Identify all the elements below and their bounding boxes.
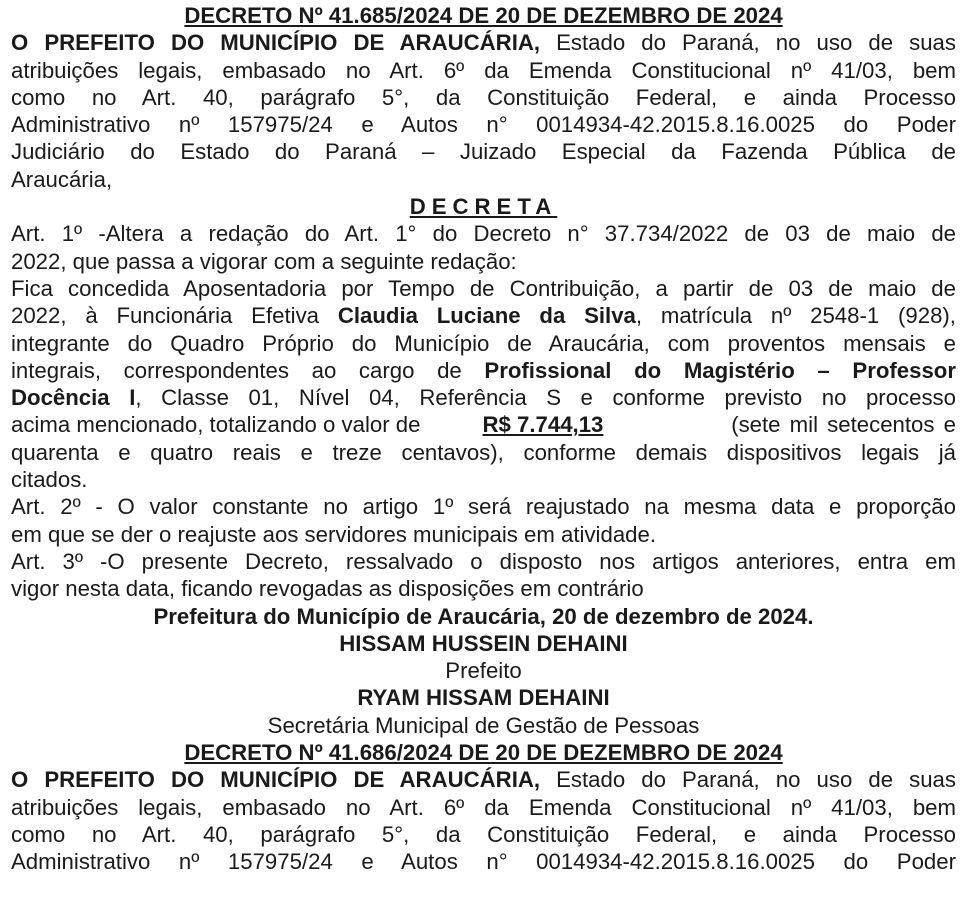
article-1-body-line-7: quarenta e quatro reais e treze centavos), conforme demais dispositivos legais já bbox=[11, 439, 956, 465]
employee-role-continued: Docência I bbox=[11, 385, 136, 411]
article-1-body-line-6 bbox=[11, 411, 956, 438]
decree-2-title: DECRETO Nº 41.686/2024 DE 20 DE DEZEMBRO DE 2024 bbox=[184, 740, 783, 766]
decree-1-preamble-line-2: atribuições legais, embasado no Art. 6º da Emenda Constitucional nº 41/03, bem bbox=[11, 57, 956, 83]
article-1-body-line-5 bbox=[11, 384, 956, 411]
article-1-body-line-3: integrante do Quadro Próprio do Município de Araucária, com proventos mensais e bbox=[11, 330, 956, 356]
article-3-line-1: Art. 3º -O presente Decreto, ressalvado o disposto nos artigos anteriores, entra em bbox=[11, 548, 956, 574]
body-line-5-text-b: , Classe 01, Nível 04, Referência S e conforme previsto no processo bbox=[135, 385, 956, 411]
decree-2-preamble-line-1 bbox=[11, 766, 956, 793]
article-2-line-1: Art. 2º - O valor constante no artigo 1º será reajustado na mesma data e proporção bbox=[11, 494, 956, 520]
article-1-line-1: Art. 1º -Altera a redação do Art. 1° do Decreto n° 37.734/2022 de 03 de maio de bbox=[11, 221, 956, 247]
article-2-line-2: em que se der o reajuste aos servidores municipais em atividade. bbox=[11, 521, 656, 547]
signer-1-role: Prefeito bbox=[445, 658, 522, 684]
body-line-6-text-b: (sete mil setecentos e bbox=[731, 412, 956, 438]
article-1-body-line-4 bbox=[11, 357, 956, 384]
decree-2-preamble-line-3: como no Art. 40, parágrafo 5°, da Constituição Federal, e ainda Processo bbox=[11, 821, 956, 847]
signer-2-role: Secretária Municipal de Gestão de Pessoas bbox=[267, 712, 700, 738]
decree-1-preamble-line-1-rest: Estado do Paraná, no uso de suas bbox=[540, 30, 956, 56]
employee-role: Profissional do Magistério – Professor bbox=[484, 357, 956, 383]
article-1-body-line-8: citados. bbox=[11, 467, 88, 493]
decree-1-preamble-line-6: Araucária, bbox=[11, 166, 113, 192]
article-3-line-2: vigor nesta data, ficando revogadas as disposições em contrário bbox=[11, 576, 644, 602]
decree-1-preamble-lead: O PREFEITO DO MUNICÍPIO DE ARAUCÁRIA, bbox=[11, 30, 541, 56]
body-line-6-text-a: acima mencionado, totalizando o valor de bbox=[11, 412, 421, 438]
signer-1-name: HISSAM HUSSEIN DEHAINI bbox=[339, 630, 628, 656]
decree-1-preamble-line-5: Judiciário do Estado do Paraná – Juizado Especial da Fazenda Pública de bbox=[11, 139, 956, 165]
article-1-line-2: 2022, que passa a vigorar com a seguinte redação: bbox=[11, 248, 517, 274]
body-line-6-value-wrap bbox=[420, 411, 956, 438]
decree-2-preamble-line-1-rest: Estado do Paraná, no uso de suas bbox=[540, 767, 956, 793]
article-1-body-line-1: Fica concedida Aposentadoria por Tempo de Contribuição, a partir de 03 de maio de bbox=[11, 275, 956, 301]
body-line-2-text-b: , matrícula nº 2548-1 (928), bbox=[635, 303, 956, 329]
place-and-date: Prefeitura do Município de Araucária, 20 de dezembro de 2024. bbox=[153, 603, 814, 629]
pension-value: R$ 7.744,13 bbox=[482, 412, 604, 438]
employee-name: Claudia Luciane da Silva bbox=[337, 303, 636, 329]
article-1-body-line-2 bbox=[11, 302, 956, 329]
body-line-2-text-a: 2022, à Funcionária Efetiva bbox=[11, 303, 338, 329]
decree-2-preamble-lead: O PREFEITO DO MUNICÍPIO DE ARAUCÁRIA, bbox=[11, 767, 541, 793]
decree-1-preamble-line-1 bbox=[11, 29, 956, 56]
decreta-heading: DECRETA bbox=[409, 194, 558, 220]
decree-2-preamble-line-4: Administrativo nº 157975/24 e Autos n° 0014934-42.2015.8.16.0025 do Poder bbox=[11, 849, 956, 875]
body-line-4-text-a: integrais, correspondentes ao cargo de bbox=[11, 357, 485, 383]
decree-1-preamble-line-3: como no Art. 40, parágrafo 5°, da Constituição Federal, e ainda Processo bbox=[11, 84, 956, 110]
decree-1-preamble-line-4: Administrativo nº 157975/24 e Autos n° 0014934-42.2015.8.16.0025 do Poder bbox=[11, 112, 956, 138]
decree-1-title: DECRETO Nº 41.685/2024 DE 20 DE DEZEMBRO DE 2024 bbox=[184, 3, 783, 28]
decree-2-preamble-line-2: atribuições legais, embasado no Art. 6º da Emenda Constitucional nº 41/03, bem bbox=[11, 794, 956, 820]
signer-2-name: RYAM HISSAM DEHAINI bbox=[357, 685, 610, 711]
